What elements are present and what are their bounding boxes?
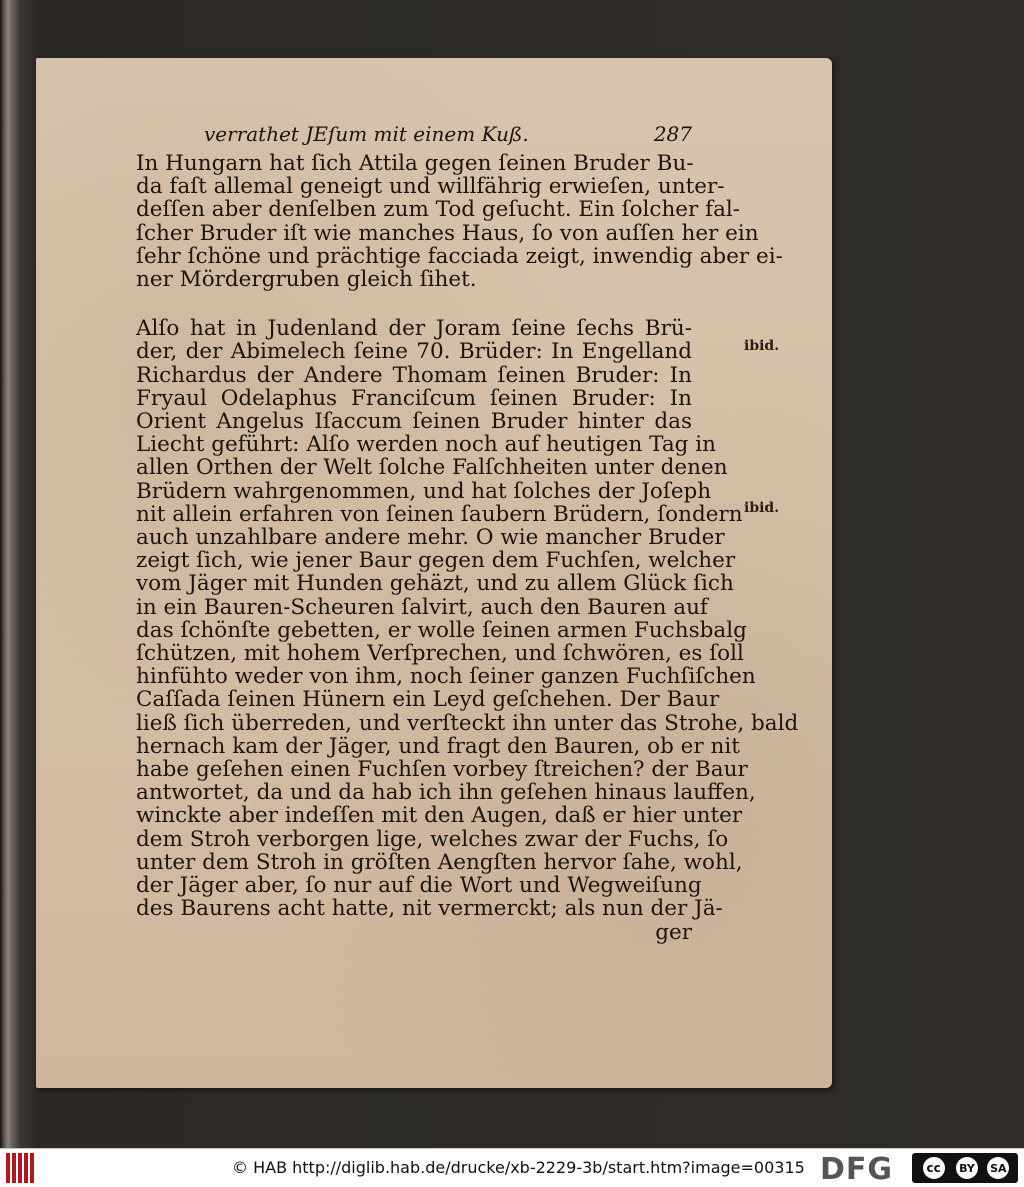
running-head: verrathet JEſum mit einem Kuß. — [204, 122, 529, 146]
book-spine-edge — [0, 0, 40, 1148]
text-line: Orient Angelus Iſaccum ſeinen Bruder hinter das — [136, 409, 692, 435]
cc-license-badge[interactable] — [912, 1153, 1018, 1183]
text-line: auch unzahlbare andere mehr. O wie mancher Bruder — [136, 525, 725, 551]
text-line: ner Mördergruben gleich ſihet. — [136, 267, 477, 293]
text-line: Alſo hat in Judenland der Joram ſeine ſechs Brü- — [136, 316, 692, 342]
page-header — [92, 122, 692, 152]
text-line: Richardus der Andere Thomam ſeinen Bruder: In — [136, 362, 692, 388]
text-line: antwortet, da und da hab ich ihn geſehen hinaus lauffen, — [136, 780, 756, 806]
text-line: deſſen aber denſelben zum Tod geſucht. Ein ſolcher fal- — [136, 197, 741, 223]
text-line: der, der Abimelech ſeine 70. Brüder: In Engelland — [136, 339, 692, 365]
text-line: zeigt ſich, wie jener Baur gegen dem Fuchſen, welcher — [136, 548, 736, 574]
paragraph-1 — [92, 151, 783, 293]
text-line: Liecht geführt: Alſo werden noch auf heutigen Tag in — [136, 432, 716, 458]
text-line: hinfühto weder von ihm, noch ſeiner ganzen Fuchſiſchen — [136, 664, 756, 690]
text-line: da faſt allemal geneigt und willfährig erwieſen, unter- — [136, 174, 725, 200]
text-line: ſcher Bruder iſt wie manches Haus, ſo von auſſen her ein — [136, 220, 759, 246]
margin-note: ibid. — [744, 500, 780, 516]
text-line: der Jäger aber, ſo nur auf die Wort und Wegweiſung — [136, 873, 702, 899]
text-line: unter dem Stroh in gröſten Aengſten hervor ſahe, wohl, — [136, 849, 743, 875]
book-page — [36, 58, 832, 1088]
text-line: nit allein erfahren von ſeinen ſaubern Brüdern, ſondern — [136, 501, 743, 527]
text-line: vom Jäger mit Hunden gehäzt, und zu allem Glück ſich — [136, 571, 734, 597]
text-line: Brüdern wahrgenommen, und hat ſolches der Joſeph — [136, 478, 712, 504]
copyright-link[interactable]: © HAB http://diglib.hab.de/drucke/xb-2229-3b/start.htm?image=00315 — [232, 1158, 805, 1177]
text-line: habe geſehen einen Fuchſen vorbey ſtreichen? der Baur — [136, 757, 748, 783]
text-line: das ſchönſte gebetten, er wolle ſeinen armen Fuchsbalg — [136, 617, 747, 643]
hab-logo-icon[interactable] — [6, 1153, 36, 1183]
cc-icon: cc — [921, 1155, 947, 1181]
page-number: 287 — [653, 122, 692, 146]
text-line: In Hungarn hat ſich Attila gegen ſeinen Bruder Bu- — [136, 151, 694, 176]
text-line: Fryaul Odelaphus Franciſcum ſeinen Bruder: In — [136, 385, 692, 411]
dfg-logo[interactable]: DFG — [820, 1152, 894, 1187]
page-text-block — [92, 122, 799, 945]
text-line: ſehr ſchöne und prächtige facciada zeigt, inwendig aber ei- — [136, 243, 783, 269]
margin-note: ibid. — [744, 338, 780, 354]
text-line: ſchützen, mit hohem Verſprechen, und ſchwören, es ſoll — [136, 641, 744, 667]
footer-bar — [0, 1148, 1024, 1187]
text-line: dem Stroh verborgen lige, welches zwar der Fuchs, ſo — [136, 826, 729, 852]
by-icon: BY — [956, 1157, 978, 1179]
text-line: Caſſada ſeinen Hünern ein Leyd geſchehen. Der Baur — [136, 687, 720, 713]
text-line: des Baurens acht hatte, nit vermerckt; als nun der Jä- — [136, 896, 723, 922]
text-line: allen Orthen der Welt ſolche Falſchheiten unter denen — [136, 455, 728, 481]
text-line: hernach kam der Jäger, und fragt den Bauren, ob er nit — [136, 733, 740, 759]
sa-icon: SA — [987, 1157, 1009, 1179]
text-line: ließ ſich überreden, und verſteckt ihn unter das Strohe, bald — [136, 710, 799, 736]
text-line: winckte aber indeſſen mit den Augen, daß er hier unter — [136, 803, 743, 829]
text-line: in ein Bauren-Scheuren ſalvirt, auch den Bauren auf — [136, 594, 708, 620]
catchword: ger — [655, 919, 692, 945]
